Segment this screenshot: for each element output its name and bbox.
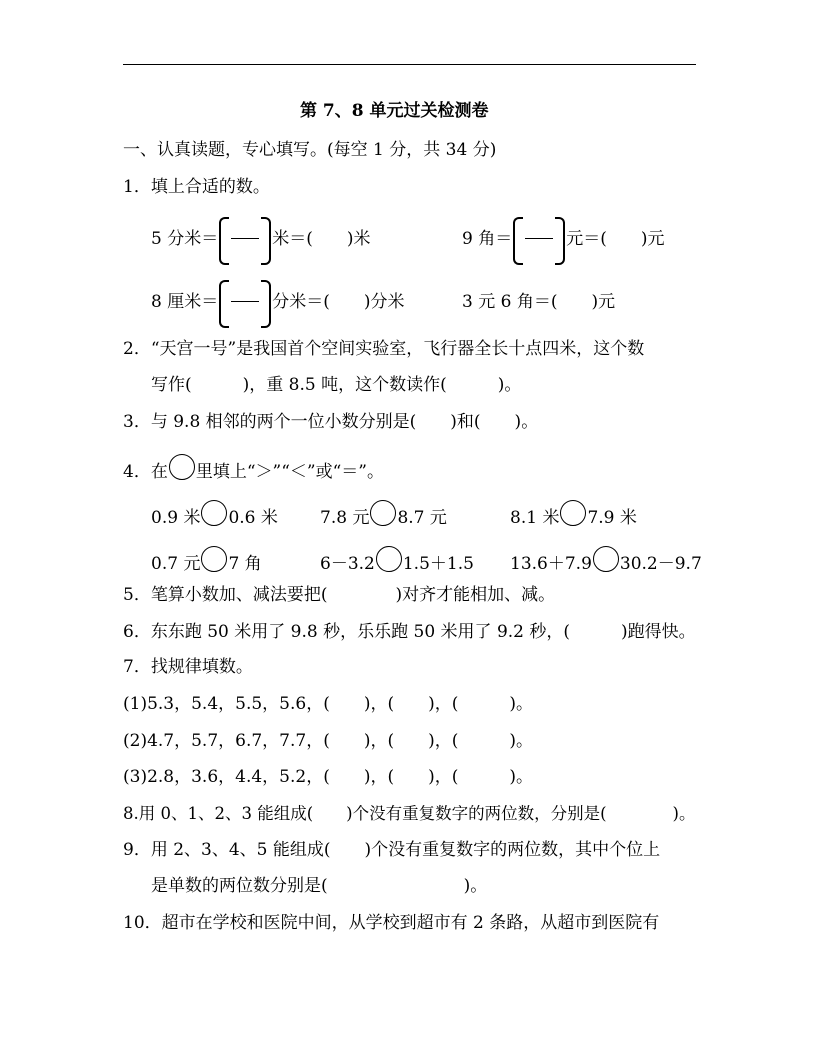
compare-circle-blank[interactable] [201, 500, 227, 526]
q4-right-operand: 30.2－9.7 [619, 554, 702, 574]
q4-item [320, 500, 447, 529]
q1-stem: 1．填上合适的数。 [123, 177, 270, 197]
q4-item [320, 546, 474, 575]
q7-stem: 7．找规律填数。 [123, 657, 253, 677]
q1-b-right: 元＝( )元 [566, 229, 665, 249]
q2-line1: 2．“天宫一号”是我国首个空间实验室，飞行器全长十点四米，这个数 [123, 339, 645, 359]
q4-item [510, 546, 702, 575]
fraction-blank[interactable] [513, 215, 565, 265]
q5-text: 5．笔算小数加、减法要把( )对齐才能相加、减。 [123, 585, 556, 605]
q4-stem-a: 4．在 [123, 462, 168, 482]
compare-circle-icon [169, 454, 195, 480]
q2-line2: 写作( )，重 8.5 吨，这个数读作( )。 [151, 375, 522, 395]
q4-left-operand: 0.9 米 [151, 508, 201, 528]
q4-left-operand: 13.6＋7.9 [510, 554, 592, 574]
q1-d: 3 元 6 角＝( )元 [462, 292, 616, 312]
q7-sub1: (1)5.3，5.4，5.5，5.6，( )，( )，( )。 [123, 694, 534, 714]
q10-line1: 10．超市在学校和医院中间，从学校到超市有 2 条路，从超市到医院有 [123, 913, 660, 933]
q1-a-left: 5 分米＝ [151, 229, 219, 249]
q6-text: 6．东东跑 50 米用了 9.8 秒，乐乐跑 50 米用了 9.2 秒，( )跑得快。 [123, 622, 696, 642]
q8-text: 8.用 0、1、2、3 能组成( )个没有重复数字的两位数，分别是( )。 [123, 804, 696, 823]
q7-sub2: (2)4.7，5.7，6.7，7.7，( )，( )，( )。 [123, 731, 534, 751]
q4-stem [123, 454, 384, 483]
fraction-blank[interactable] [219, 278, 271, 328]
q4-right-operand: 7.9 米 [587, 508, 637, 528]
section-heading: 一、认真读题，专心填写。(每空 1 分，共 34 分) [123, 140, 497, 160]
q9-line1: 9．用 2、3、4、5 能组成( )个没有重复数字的两位数，其中个位上 [123, 840, 661, 860]
page-title: 第 7、8 单元过关检测卷 [300, 101, 489, 121]
q1-c-right: 分米＝( )分米 [272, 292, 405, 312]
q4-stem-b: 里填上“＞”“＜”或“＝”。 [195, 462, 384, 482]
q4-left-operand: 0.7 元 [151, 554, 201, 574]
q4-left-operand: 8.1 米 [510, 508, 560, 528]
compare-circle-blank[interactable] [201, 546, 227, 572]
q4-left-operand: 7.8 元 [320, 508, 370, 528]
q4-item [151, 500, 278, 529]
q4-left-operand: 6－3.2 [320, 554, 375, 574]
q1-b-left: 9 角＝ [462, 229, 513, 249]
compare-circle-blank[interactable] [376, 546, 402, 572]
compare-circle-blank[interactable] [370, 500, 396, 526]
q3-text: 3．与 9.8 相邻的两个一位小数分别是( )和( )。 [123, 412, 539, 432]
fraction-blank[interactable] [219, 215, 271, 265]
q1-c-left: 8 厘米＝ [151, 292, 219, 312]
q1-a [151, 214, 371, 265]
q4-right-operand: 0.6 米 [228, 508, 278, 528]
compare-circle-blank[interactable] [593, 546, 619, 572]
compare-circle-blank[interactable] [560, 500, 586, 526]
q4-right-operand: 7 角 [228, 554, 262, 574]
q1-b [462, 214, 665, 265]
q7-sub3: (3)2.8，3.6，4.4，5.2，( )，( )，( )。 [123, 767, 534, 787]
header-rule [123, 64, 696, 65]
q4-right-operand: 1.5＋1.5 [402, 554, 474, 574]
q1-a-right: 米＝( )米 [272, 229, 371, 249]
q4-item [151, 546, 262, 575]
q4-item [510, 500, 637, 529]
q1-c [151, 277, 405, 328]
q4-right-operand: 8.7 元 [397, 508, 447, 528]
q9-line2: 是单数的两位数分别是( )。 [151, 876, 488, 896]
